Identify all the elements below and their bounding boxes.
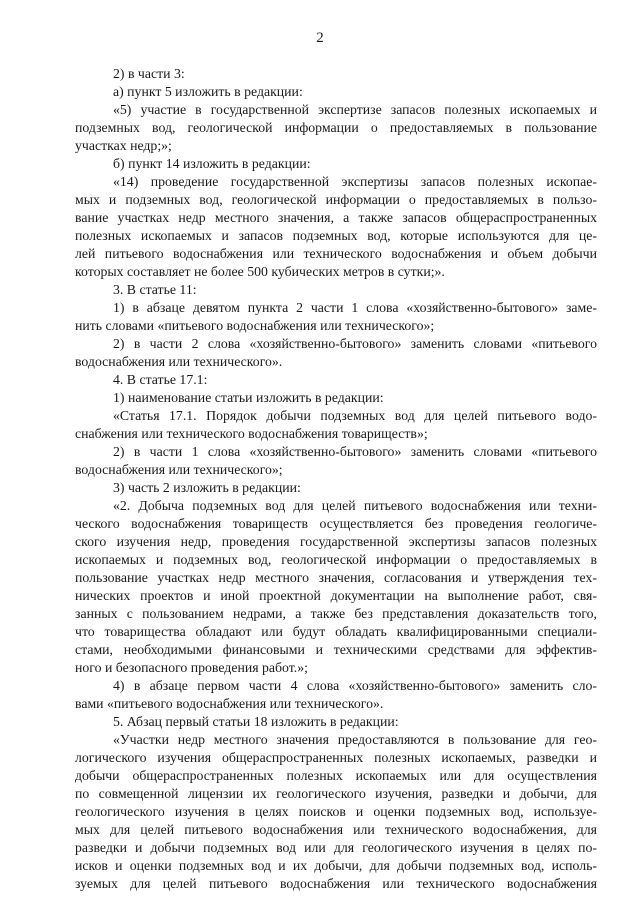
text-line: занных с пользованием недрами, а также без представления доказательств того,	[75, 606, 597, 621]
text-line: исков и оценки подземных вод и их добычи, для добычи подземных вод, исполь-	[75, 858, 597, 873]
text-line: вание участках недр местного значения, а также запасов общераспространенных	[75, 210, 597, 225]
text-line: «14) проведение государственной экспертизы запасов полезных ископае-	[113, 174, 597, 189]
text-line: «Участки недр местного значения предоставляются в пользование для гео-	[113, 732, 597, 747]
text-line: ческого водоснабжения товариществ осуществляется без проведения геологиче-	[75, 516, 597, 531]
text-line: снабжения или технического водоснабжения товариществ»;	[75, 426, 428, 441]
text-line: 2) в части 3:	[113, 66, 185, 81]
text-line: 3) часть 2 изложить в редакции:	[113, 480, 301, 495]
text-line: нить словами «питьевого водоснабжения или технического»;	[75, 318, 435, 333]
text-line: зуемых для целей питьевого водоснабжения или технического водоснабжения	[75, 876, 597, 891]
text-line: что товарищества обладают или будут обладать квалифицированными специали-	[75, 624, 597, 639]
text-line: водоснабжения или технического»;	[75, 462, 283, 477]
text-line: подземных вод, геологической информации о предоставляемых в пользование	[75, 120, 597, 135]
text-line: б) пункт 14 изложить в редакции:	[113, 156, 311, 171]
text-line: «2. Добыча подземных вод для целей питьевого водоснабжения или техни-	[113, 498, 597, 513]
text-line: добычи общераспространенных полезных ископаемых или для осуществления	[75, 768, 597, 783]
text-line: ископаемых и подземных вод, геологической информации о предоставляемых в	[75, 552, 597, 567]
text-line: 5. Абзац первый статьи 18 изложить в редакции:	[113, 714, 399, 729]
text-line: 4) в абзаце первом части 4 слова «хозяйственно-бытового» заменить сло-	[113, 678, 597, 693]
text-line: участках недр;»;	[75, 138, 172, 153]
text-line: полезных ископаемых и запасов подземных вод, которые используются для це-	[75, 228, 597, 243]
text-line: лей питьевого водоснабжения или технического водоснабжения и объем добычи	[75, 246, 597, 261]
text-line: 3. В статье 11:	[113, 282, 197, 297]
text-line: ного и безопасного проведения работ.»;	[75, 660, 308, 675]
text-line: 2) в части 1 слова «хозяйственно-бытового» заменить словами «питьевого	[113, 444, 597, 459]
text-line: нических проектов и иной проектной документации на выполнение работ, свя-	[75, 588, 597, 603]
text-line: 1) в абзаце девятом пункта 2 части 1 слова «хозяйственно-бытового» заме-	[113, 300, 597, 315]
text-line: водоснабжения или технического».	[75, 354, 283, 369]
text-line: которых составляет не более 500 кубических метров в сутки;».	[75, 264, 445, 279]
text-line: стами, необходимыми финансовыми и техническими средствами для эффектив-	[75, 642, 597, 657]
text-line: вами «питьевого водоснабжения или технического».	[75, 696, 384, 711]
text-line: геологического изучения в целях поисков и оценки подземных вод, используе-	[75, 804, 597, 819]
text-line: ского изучения недр, проведения государственной экспертизы запасов полезных	[75, 534, 597, 549]
text-line: логического изучения общераспространенных полезных ископаемых, разведки и	[75, 750, 597, 765]
text-line: 2) в части 2 слова «хозяйственно-бытового» заменить словами «питьевого	[113, 336, 597, 351]
text-line: 4. В статье 17.1:	[113, 372, 208, 387]
text-line: «5) участие в государственной экспертизе запасов полезных ископаемых и	[113, 102, 597, 117]
text-line: а) пункт 5 изложить в редакции:	[113, 84, 303, 99]
text-line: 1) наименование статьи изложить в редакции:	[113, 390, 384, 405]
page-number: 2	[316, 30, 324, 46]
text-line: мых для целей питьевого водоснабжения или технического водоснабжения, для	[75, 822, 597, 837]
text-line: «Статья 17.1. Порядок добычи подземных вод для целей питьевого водо-	[113, 408, 597, 423]
text-line: мых и подземных вод, геологической информации о предоставляемых в пользо-	[75, 192, 597, 207]
text-line: по совмещенной лицензии их геологического изучения, разведки и добычи, для	[75, 786, 597, 801]
text-line: разведки и добычи подземных вод или для геологического изучения в целях по-	[75, 840, 597, 855]
text-line: пользование участках недр местного значения, согласования и утверждения тех-	[75, 570, 597, 585]
